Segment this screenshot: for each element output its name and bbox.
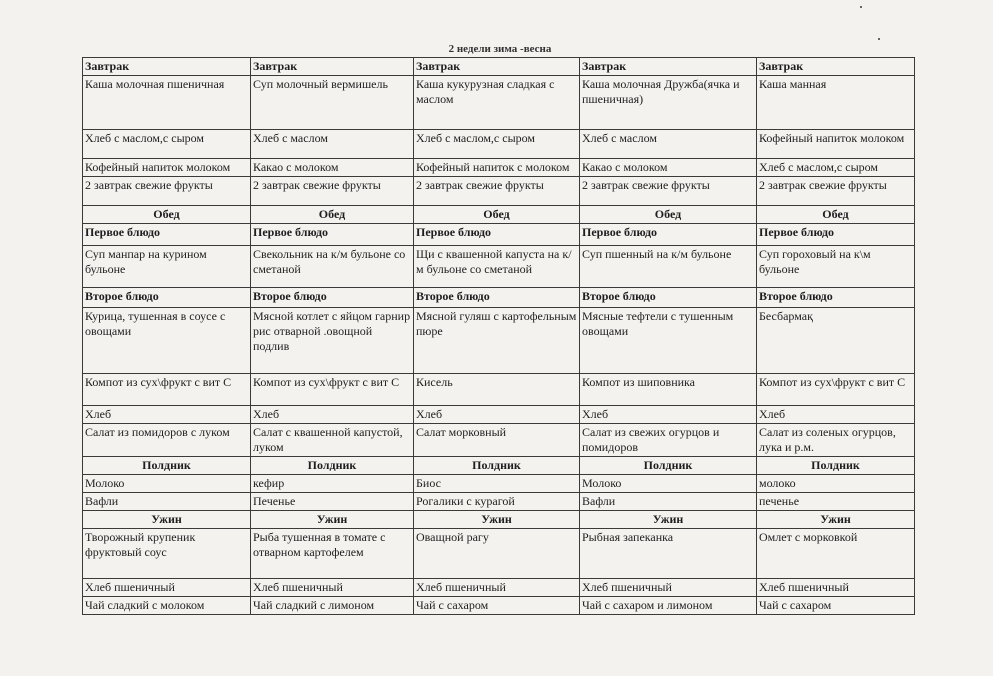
cell-day5-second-h: Второе блюдо	[757, 288, 915, 308]
cell-day5-breakfast: Каша манная	[757, 76, 915, 130]
cell-day3-snack2: Рогалики с курагой	[414, 493, 580, 511]
menu-row-bread2	[83, 406, 915, 424]
cell-day2-second-h: Второе блюдо	[251, 288, 414, 308]
menu-row-second	[83, 308, 915, 374]
cell-day1-breakfast: Каша молочная пшеничная	[83, 76, 251, 130]
cell-day1-salad: Салат из помидоров с луком	[83, 424, 251, 457]
cell-day4-tea: Чай с сахаром и лимоном	[580, 597, 757, 615]
menu-row-dinner	[83, 529, 915, 579]
cell-day5-breakfast-h: Завтрак	[757, 58, 915, 76]
cell-day4-second-h: Второе блюдо	[580, 288, 757, 308]
cell-day2-bread2: Хлеб	[251, 406, 414, 424]
menu-row-dinner-bread	[83, 579, 915, 597]
page-title: 2 недели зима -весна	[448, 43, 552, 55]
cell-day1-drink: Кофейный напиток молоком	[83, 159, 251, 177]
cell-day2-compote: Компот из сух\фрукт с вит С	[251, 374, 414, 406]
cell-day4-salad: Салат из свежих огурцов и помидоров	[580, 424, 757, 457]
cell-day1-snack2: Вафли	[83, 493, 251, 511]
menu-row-dinner-h	[83, 511, 915, 529]
menu-row-snack2	[83, 493, 915, 511]
cell-day3-snack1: Биос	[414, 475, 580, 493]
cell-day3-lunch-h: Обед	[414, 206, 580, 224]
cell-day3-first: Щи с квашенной капуста на к/м бульоне со сметаной	[414, 246, 580, 288]
cell-day1-dinner: Творожный крупеник фруктовый соус	[83, 529, 251, 579]
cell-day5-lunch-h: Обед	[757, 206, 915, 224]
cell-day2-snack2: Печенье	[251, 493, 414, 511]
cell-day1-compote: Компот из сух\фрукт с вит С	[83, 374, 251, 406]
cell-day3-first-h: Первое блюдо	[414, 224, 580, 246]
menu-table	[82, 57, 915, 615]
menu-row-salad	[83, 424, 915, 457]
cell-day3-second: Мясной гуляш с картофельным пюре	[414, 308, 580, 374]
cell-day2-dinner-bread: Хлеб пшеничный	[251, 579, 414, 597]
cell-day5-second: Бесбармақ	[757, 308, 915, 374]
cell-day1-first-h: Первое блюдо	[83, 224, 251, 246]
speck	[860, 6, 862, 8]
cell-day5-first-h: Первое блюдо	[757, 224, 915, 246]
cell-day1-tea: Чай сладкий с молоком	[83, 597, 251, 615]
menu-row-first-h	[83, 224, 915, 246]
cell-day3-dinner: Оващной рагу	[414, 529, 580, 579]
cell-day1-bread: Хлеб с маслом,с сыром	[83, 130, 251, 159]
cell-day3-compote: Кисель	[414, 374, 580, 406]
cell-day1-lunch-h: Обед	[83, 206, 251, 224]
cell-day5-dinner-h: Ужин	[757, 511, 915, 529]
cell-day3-salad: Салат морковный	[414, 424, 580, 457]
cell-day1-second: Курица, тушенная в соусе с овощами	[83, 308, 251, 374]
cell-day4-first-h: Первое блюдо	[580, 224, 757, 246]
cell-day2-dinner-h: Ужин	[251, 511, 414, 529]
menu-row-snack1	[83, 475, 915, 493]
cell-day4-breakfast-h: Завтрак	[580, 58, 757, 76]
cell-day4-snack-h: Полдник	[580, 457, 757, 475]
cell-day2-tea: Чай сладкий с лимоном	[251, 597, 414, 615]
menu-row-lunch-h	[83, 206, 915, 224]
cell-day4-breakfast: Каша молочная Дружба(ячка и пшеничная)	[580, 76, 757, 130]
cell-day4-bread: Хлеб с маслом	[580, 130, 757, 159]
cell-day1-dinner-h: Ужин	[83, 511, 251, 529]
cell-day5-salad: Салат из соленых огурцов, лука и р.м.	[757, 424, 915, 457]
cell-day5-tea: Чай с сахаром	[757, 597, 915, 615]
cell-day5-bread: Кофейный напиток молоком	[757, 130, 915, 159]
cell-day4-snack2: Вафли	[580, 493, 757, 511]
menu-row-snack-h	[83, 457, 915, 475]
cell-day1-first: Суп манпар на курином бульоне	[83, 246, 251, 288]
cell-day3-bread2: Хлеб	[414, 406, 580, 424]
cell-day4-snack1: Молоко	[580, 475, 757, 493]
cell-day2-second: Мясной котлет с яйцом гарнир рис отварной .овощной подлив	[251, 308, 414, 374]
menu-row-compote	[83, 374, 915, 406]
cell-day5-compote: Компот из сух\фрукт с вит С	[757, 374, 915, 406]
cell-day4-dinner: Рыбная запеканка	[580, 529, 757, 579]
cell-day4-drink: Какао с молоком	[580, 159, 757, 177]
cell-day1-fruit: 2 завтрак свежие фрукты	[83, 177, 251, 206]
cell-day3-second-h: Второе блюдо	[414, 288, 580, 308]
cell-day2-snack1: кефир	[251, 475, 414, 493]
cell-day2-dinner: Рыба тушенная в томате с отварном картофелем	[251, 529, 414, 579]
cell-day3-breakfast-h: Завтрак	[414, 58, 580, 76]
menu-row-drink	[83, 159, 915, 177]
cell-day3-breakfast: Каша кукурузная сладкая с маслом	[414, 76, 580, 130]
cell-day5-dinner-bread: Хлеб пшеничный	[757, 579, 915, 597]
cell-day5-snack2: печенье	[757, 493, 915, 511]
menu-row-breakfast	[83, 76, 915, 130]
cell-day5-dinner: Омлет с морковкой	[757, 529, 915, 579]
cell-day5-first: Суп гороховый на к\м бульоне	[757, 246, 915, 288]
cell-day2-fruit: 2 завтрак свежие фрукты	[251, 177, 414, 206]
cell-day2-salad: Салат с квашенной капустой, луком	[251, 424, 414, 457]
cell-day5-snack-h: Полдник	[757, 457, 915, 475]
cell-day4-second: Мясные тефтели с тушенным овощами	[580, 308, 757, 374]
cell-day2-breakfast: Суп молочный вермишель	[251, 76, 414, 130]
cell-day2-first-h: Первое блюдо	[251, 224, 414, 246]
menu-row-bread	[83, 130, 915, 159]
menu-row-fruit	[83, 177, 915, 206]
cell-day4-lunch-h: Обед	[580, 206, 757, 224]
cell-day2-breakfast-h: Завтрак	[251, 58, 414, 76]
cell-day1-second-h: Второе блюдо	[83, 288, 251, 308]
cell-day2-snack-h: Полдник	[251, 457, 414, 475]
speck	[878, 38, 880, 40]
cell-day3-dinner-h: Ужин	[414, 511, 580, 529]
cell-day1-snack-h: Полдник	[83, 457, 251, 475]
cell-day4-dinner-bread: Хлеб пшеничный	[580, 579, 757, 597]
cell-day1-bread2: Хлеб	[83, 406, 251, 424]
cell-day3-snack-h: Полдник	[414, 457, 580, 475]
cell-day4-fruit: 2 завтрак свежие фрукты	[580, 177, 757, 206]
cell-day4-bread2: Хлеб	[580, 406, 757, 424]
cell-day5-fruit: 2 завтрак свежие фрукты	[757, 177, 915, 206]
menu-row-breakfast-h	[83, 58, 915, 76]
cell-day4-first: Суп пшенный на к/м бульоне	[580, 246, 757, 288]
cell-day5-bread2: Хлеб	[757, 406, 915, 424]
cell-day4-dinner-h: Ужин	[580, 511, 757, 529]
cell-day2-lunch-h: Обед	[251, 206, 414, 224]
cell-day3-dinner-bread: Хлеб пшеничный	[414, 579, 580, 597]
cell-day3-tea: Чай с сахаром	[414, 597, 580, 615]
cell-day2-drink: Какао с молоком	[251, 159, 414, 177]
cell-day2-first: Свекольник на к/м бульоне со сметаной	[251, 246, 414, 288]
menu-row-second-h	[83, 288, 915, 308]
cell-day3-fruit: 2 завтрак свежие фрукты	[414, 177, 580, 206]
cell-day5-snack1: молоко	[757, 475, 915, 493]
cell-day3-drink: Кофейный напиток с молоком	[414, 159, 580, 177]
cell-day4-compote: Компот из шиповника	[580, 374, 757, 406]
cell-day5-drink: Хлеб с маслом,с сыром	[757, 159, 915, 177]
cell-day2-bread: Хлеб с маслом	[251, 130, 414, 159]
cell-day1-snack1: Молоко	[83, 475, 251, 493]
cell-day1-dinner-bread: Хлеб пшеничный	[83, 579, 251, 597]
menu-row-tea	[83, 597, 915, 615]
cell-day3-bread: Хлеб с маслом,с сыром	[414, 130, 580, 159]
menu-row-first	[83, 246, 915, 288]
cell-day1-breakfast-h: Завтрак	[83, 58, 251, 76]
